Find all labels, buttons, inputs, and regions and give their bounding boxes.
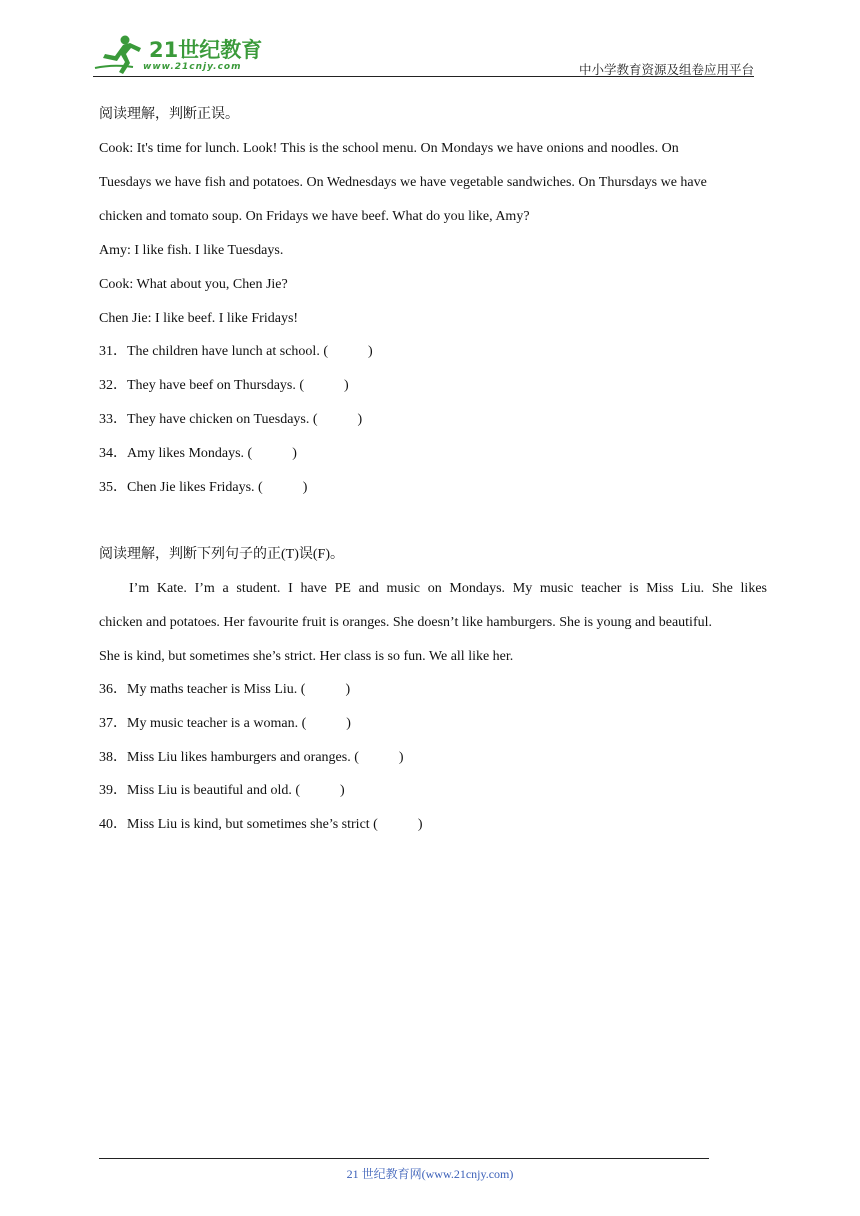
logo-text: 21世纪教育 — [149, 38, 263, 62]
question-text: Chen Jie likes Fridays. ( — [127, 480, 263, 495]
question-text: Amy likes Mondays. ( — [127, 446, 253, 461]
question-number: 37． — [99, 716, 127, 731]
question-item — [99, 479, 307, 497]
header-platform-name: 中小学教育资源及组卷应用平台 — [578, 63, 754, 77]
logo-url: www.21cnjy.com — [143, 62, 242, 72]
question-text: Miss Liu is beautiful and old. ( — [127, 783, 301, 798]
runner-logo-icon — [93, 34, 145, 76]
passage2-line: chicken and potatoes. Her favourite fruit is oranges. She doesn’t like hamburgers. She is young and beautiful. — [99, 615, 712, 630]
question-number: 33． — [99, 412, 127, 427]
passage1-line: Amy: I like fish. I like Tuesdays. — [99, 243, 284, 258]
header-divider — [93, 76, 754, 77]
passage1-line: Chen Jie: I like beef. I like Fridays! — [99, 311, 299, 326]
close-paren: ) — [345, 682, 351, 697]
close-paren: ) — [344, 378, 349, 393]
close-paren: ) — [398, 750, 404, 765]
question-item — [99, 377, 349, 395]
question-item — [99, 681, 350, 699]
close-paren: ) — [417, 817, 423, 832]
question-item — [99, 343, 373, 361]
question-number: 40． — [99, 817, 127, 832]
footer-link[interactable]: 21 世纪教育网(www.21cnjy.com) — [346, 1167, 514, 1181]
question-item — [99, 782, 345, 800]
question-text: My maths teacher is Miss Liu. ( — [127, 682, 306, 697]
question-number: 36． — [99, 682, 127, 697]
passage1-line: chicken and tomato soup. On Fridays we have beef. What do you like, Amy? — [99, 209, 530, 224]
footer-divider — [99, 1158, 709, 1159]
question-item — [99, 411, 362, 429]
close-paren: ) — [367, 344, 373, 359]
close-paren: ) — [302, 480, 308, 495]
question-item — [99, 749, 404, 767]
question-number: 39． — [99, 783, 127, 798]
site-logo — [93, 34, 263, 76]
question-number: 38． — [99, 750, 127, 765]
question-item — [99, 445, 297, 463]
question-number: 31． — [99, 344, 127, 359]
passage1-line: Tuesdays we have fish and potatoes. On Wednesdays we have vegetable sandwiches. On Thursdays we have — [99, 175, 707, 190]
question-text: Miss Liu likes hamburgers and oranges. ( — [127, 750, 359, 765]
passage1-line: Cook: It's time for lunch. Look! This is the school menu. On Mondays we have onions and noodles. On — [99, 141, 679, 156]
question-text: They have beef on Thursdays. ( — [127, 378, 305, 393]
question-item — [99, 715, 351, 733]
question-number: 32． — [99, 378, 127, 393]
question-item — [99, 816, 423, 834]
question-text: Miss Liu is kind, but sometimes she’s strict ( — [127, 817, 378, 832]
question-number: 34． — [99, 446, 127, 461]
close-paren: ) — [346, 716, 351, 731]
close-paren: ) — [340, 783, 345, 798]
question-text: My music teacher is a woman. ( — [127, 716, 307, 731]
passage1-line: Cook: What about you, Chen Jie? — [99, 277, 288, 292]
passage2-line: She is kind, but sometimes she’s strict. Her class is so fun. We all like her. — [99, 649, 514, 664]
section1-instruction: 阅读理解，判断正误。 — [99, 107, 239, 122]
passage2-line: I’m Kate. I’m a student. I have PE and music on Mondays. My music teacher is Miss Liu. She likes — [129, 581, 767, 596]
close-paren: ) — [292, 446, 297, 461]
question-text: They have chicken on Tuesdays. ( — [127, 412, 318, 427]
close-paren: ) — [357, 412, 363, 427]
question-number: 35． — [99, 480, 127, 495]
section2-instruction: 阅读理解，判断下列句子的正(T)误(F)。 — [99, 547, 344, 562]
question-text: The children have lunch at school. ( — [127, 344, 328, 359]
